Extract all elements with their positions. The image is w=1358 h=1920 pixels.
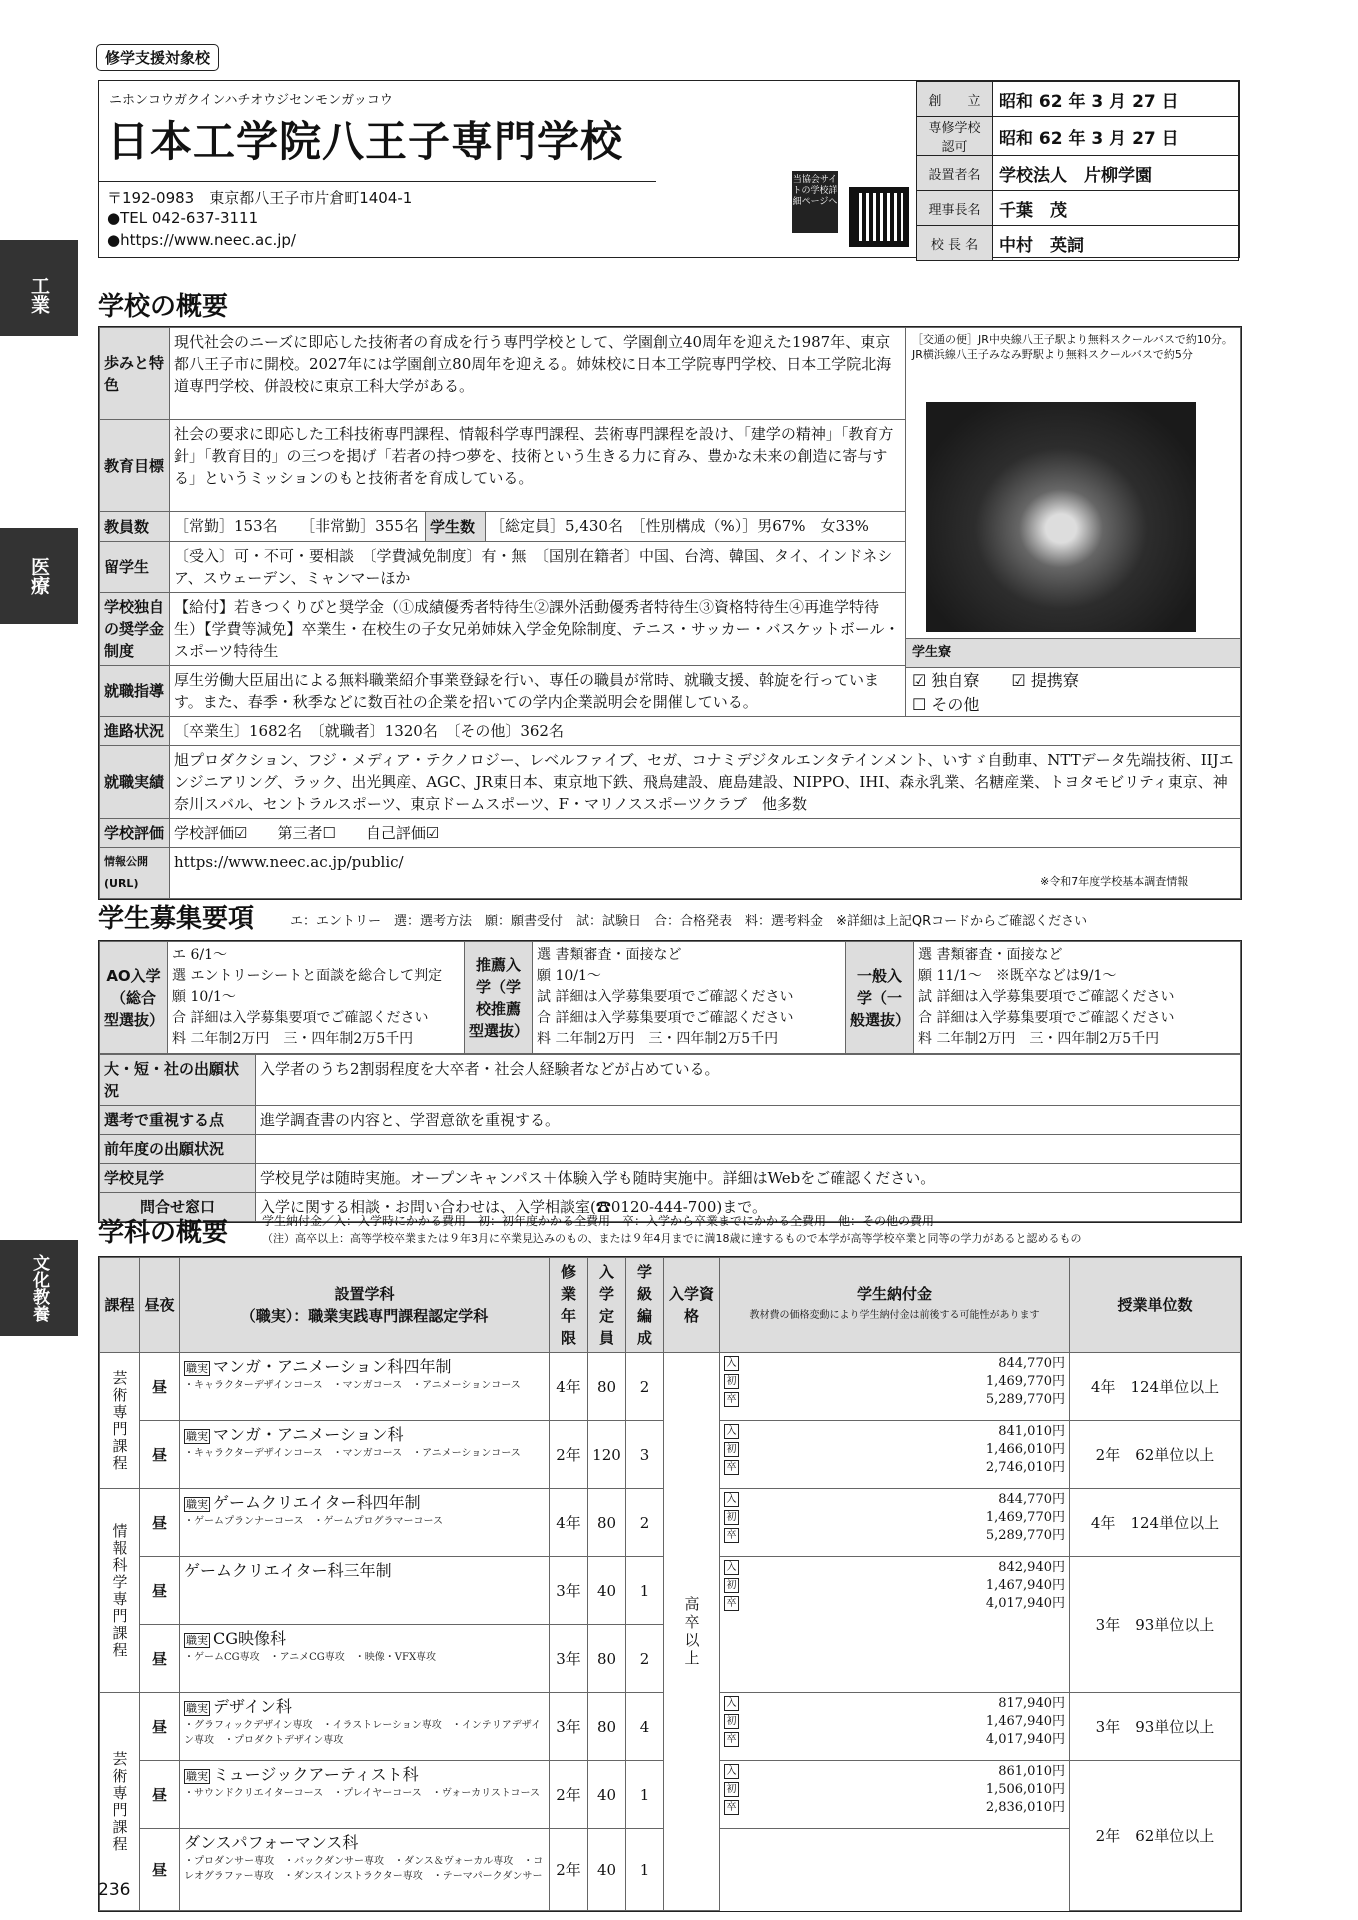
shokujitsu-tag: 職実 <box>186 1430 208 1443</box>
dept-courses: ・グラフィックデザイン専攻 ・イラストレーション専攻 ・インテリアデザイン専攻 ・プロダクトデザイン専攻 <box>184 1720 542 1746</box>
depts-legend: 学生納付金／入：入学時にかかる費用 初：初年度かかる全費用 卒：入学から卒業までにかかる全費用 他：その他の費用 <box>262 1214 935 1228</box>
row-label: 選考で重視する点 <box>100 1106 256 1135</box>
row-label: 問合せ窓口 <box>100 1193 256 1222</box>
dept-cls: 4 <box>626 1693 664 1761</box>
general-line: 試 詳細は入学募集要項でご確認ください <box>918 989 1175 1005</box>
fee-value: 861,010円 <box>998 1764 1065 1779</box>
ao-details <box>168 942 465 1054</box>
info-value: 千葉 茂 <box>993 191 1239 226</box>
scholarship-text: 【給付】若きつくりびと奨学金（①成績優秀者特待生②課外活動優秀者特待生③資格特待生④再進学特待生）【学費等減免】卒業生・在校生の子女兄弟姉妹入学金免除制度、テニス・サッカー・バスケットボール・スポーツ特待生 <box>170 592 906 665</box>
dept-time: 昼 <box>140 1761 180 1829</box>
fee-key: 入 <box>724 1764 739 1779</box>
dept-cls: 2 <box>626 1353 664 1421</box>
label-intl: 留学生 <box>100 541 170 592</box>
dept-fees <box>720 1693 1070 1761</box>
school-url[interactable]: ●https://www.neec.ac.jp/ <box>107 231 296 249</box>
fee-value: 1,467,940円 <box>985 1578 1065 1593</box>
fee-key: 初 <box>724 1510 739 1525</box>
label-staff: 教員数 <box>100 512 170 541</box>
fee-key: 入 <box>724 1492 739 1507</box>
side-tab-bunka[interactable]: 文化教養 <box>0 1240 78 1336</box>
course-group: 芸術専門課程 <box>100 1353 140 1489</box>
dept-credits: 4年 124単位以上 <box>1070 1489 1241 1557</box>
fee-key: 初 <box>724 1578 739 1593</box>
dept-courses: ・プロダンサー専攻 ・バックダンサー専攻 ・ダンス＆ヴォーカル専攻 ・コレオグラファー専攻 ・ダンスインストラクター専攻 ・テーマパークダンサー <box>184 1856 544 1882</box>
label-disclosure: 情報公開(URL) <box>100 848 170 899</box>
fee-value: 1,506,010円 <box>985 1782 1065 1797</box>
dept-cls: 1 <box>626 1829 664 1911</box>
dept-credits: 4年 124単位以上 <box>1070 1353 1241 1421</box>
dept-years: 3年 <box>550 1625 588 1693</box>
photo-cell <box>906 328 1241 717</box>
dept-cap: 80 <box>588 1693 626 1761</box>
info-label: 専修学校認可 <box>917 117 993 156</box>
fee-value: 844,770円 <box>998 1492 1065 1507</box>
fee-value: 1,466,010円 <box>985 1442 1065 1457</box>
dept-cap: 80 <box>588 1625 626 1693</box>
dept-courses: ・ゲームプランナーコース ・ゲームプログラマーコース <box>184 1516 443 1527</box>
fee-key: 卒 <box>724 1800 739 1815</box>
row-label: 学校見学 <box>100 1164 256 1193</box>
school-info-table <box>916 81 1239 261</box>
info-label: 設置者名 <box>917 156 993 191</box>
ao-label: AO入学（総合型選抜） <box>100 942 168 1054</box>
dept-courses: ・キャラクターデザインコース ・マンガコース ・アニメーションコース <box>184 1380 521 1391</box>
general-line: 選 書類審査・面接など <box>918 947 1063 963</box>
shokujitsu-tag: 職実 <box>186 1702 208 1715</box>
dept-time: 昼 <box>140 1829 180 1911</box>
label-scholarship: 学校独自の奨学金制度 <box>100 592 170 665</box>
school-tel: ●TEL 042-637-3111 <box>107 209 259 227</box>
shokujitsu-tag: 職実 <box>186 1770 208 1783</box>
depts-title: 学科の概要 <box>98 1218 229 1248</box>
fee-key: 卒 <box>724 1392 739 1407</box>
dept-name: デザイン科 <box>213 1697 292 1716</box>
info-value: 昭和 62 年 3 月 27 日 <box>993 117 1239 156</box>
fee-value: 2,836,010円 <box>985 1800 1065 1815</box>
qualification: 高卒以上 <box>664 1353 720 1911</box>
ao-line: 選 エントリーシートと面談を総合して判定 <box>172 968 443 984</box>
dept-fees <box>720 1489 1070 1557</box>
th-qualification: 入学資格 <box>664 1258 720 1353</box>
general-line: 料 二年制2万円 三・四年制2万5千円 <box>918 1031 1160 1047</box>
course-group: 情報科学専門課程 <box>100 1489 140 1693</box>
info-label: 創 立 <box>917 82 993 117</box>
dept-credits: 2年 62単位以上 <box>1070 1421 1241 1489</box>
dept-name: CG映像科 <box>213 1629 287 1648</box>
dept-fees <box>720 1421 1070 1489</box>
dept-name-cell <box>180 1829 550 1911</box>
suisen-details <box>533 942 846 1054</box>
dept-name-cell <box>180 1693 550 1761</box>
dept-time: 昼 <box>140 1489 180 1557</box>
info-label: 理事長名 <box>917 191 993 226</box>
recruit-title: 学生募集要項 <box>98 904 255 934</box>
label-students: 学生数 <box>426 512 486 541</box>
fee-key: 初 <box>724 1782 739 1797</box>
dept-credits: 2年 62単位以上 <box>1070 1761 1241 1911</box>
overview-title: 学校の概要 <box>98 292 229 322</box>
label-eval: 学校評価 <box>100 819 170 848</box>
suisen-line: 願 10/1〜 <box>537 968 601 984</box>
dept-cls: 1 <box>626 1557 664 1625</box>
side-tab-iryo[interactable]: 医療 <box>0 528 78 624</box>
dept-cap: 80 <box>588 1489 626 1557</box>
fee-value: 2,746,010円 <box>985 1460 1065 1475</box>
depts-note: （注）高卒以上：高等学校卒業または９年3月に卒業見込みのもの、または９年4月までに満18歳に達するもので本学が高等学校卒業と同等の学力があると認めるもの <box>262 1232 1082 1245</box>
fee-value: 5,289,770円 <box>985 1528 1065 1543</box>
fee-key: 初 <box>724 1374 739 1389</box>
th-fees-note: 教材費の価格変動により学生納付金は前後する可能性があります <box>749 1310 1040 1321</box>
info-value: 中村 英詞 <box>993 226 1239 261</box>
label-history: 歩みと特色 <box>100 328 170 420</box>
access-text: ［交通の便］JR中央線八王子駅より無料スクールバスで約10分。JR横浜線八王子みなみ野駅より無料スクールバスで約5分 <box>912 333 1233 361</box>
depts-box <box>98 1256 1242 1912</box>
dept-fees <box>720 1761 1070 1829</box>
suisen-line: 試 詳細は入学募集要項でご確認ください <box>537 989 794 1005</box>
info-label: 校 長 名 <box>917 226 993 261</box>
dept-name: マンガ・アニメーション科 <box>213 1425 404 1444</box>
suisen-label: 推薦入学（学校推薦型選抜） <box>465 942 533 1054</box>
dorm-label: 学生寮 <box>906 638 1240 668</box>
suisen-line: 合 詳細は入学募集要項でご確認ください <box>537 1010 794 1026</box>
fee-key: 入 <box>724 1696 739 1711</box>
th-capacity: 入学定員 <box>588 1258 626 1353</box>
dept-name-cell <box>180 1489 550 1557</box>
th-credits: 授業単位数 <box>1070 1258 1241 1353</box>
support-badge: 修学支援対象校 <box>96 44 219 71</box>
dept-time: 昼 <box>140 1693 180 1761</box>
dept-cls: 2 <box>626 1489 664 1557</box>
source-note: ※令和7年度学校基本調査情報 <box>1040 875 1189 888</box>
fee-key: 卒 <box>724 1596 739 1611</box>
fee-key: 初 <box>724 1714 739 1729</box>
dept-years: 4年 <box>550 1489 588 1557</box>
dept-courses: ・ゲームCG専攻 ・アニメCG専攻 ・映像・VFX専攻 <box>184 1652 437 1663</box>
disclosure-url[interactable]: https://www.neec.ac.jp/public/ <box>170 848 1241 899</box>
general-label: 一般入学（一般選抜） <box>846 942 914 1054</box>
ao-line: 願 10/1〜 <box>172 989 236 1005</box>
dept-time: 昼 <box>140 1353 180 1421</box>
row-label: 大・短・社の出願状況 <box>100 1055 256 1106</box>
ao-line: 料 二年制2万円 三・四年制2万5千円 <box>172 1031 414 1047</box>
dept-time: 昼 <box>140 1421 180 1489</box>
row-label: 前年度の出願状況 <box>100 1135 256 1164</box>
dept-name: ゲームクリエイター科三年制 <box>184 1561 392 1580</box>
dept-years: 2年 <box>550 1761 588 1829</box>
page-number: 236 <box>98 1880 131 1900</box>
school-name: 日本工学院八王子専門学校 <box>107 117 624 166</box>
label-path: 進路状況 <box>100 717 170 746</box>
label-results: 就職実績 <box>100 746 170 819</box>
dept-name-cell <box>180 1625 550 1693</box>
recruit-box <box>98 940 1242 1223</box>
row-value: 学校見学は随時実施。オープンキャンパス＋体験入学も随時実施中。詳細はWebをご確認ください。 <box>256 1164 1241 1193</box>
fee-value: 841,010円 <box>998 1424 1065 1439</box>
dept-name-cell <box>180 1557 550 1625</box>
general-details <box>914 942 1241 1054</box>
qr-code[interactable] <box>849 187 909 247</box>
dept-years: 2年 <box>550 1421 588 1489</box>
dept-credits: 3年 93単位以上 <box>1070 1693 1241 1761</box>
school-header <box>98 80 1240 258</box>
dept-cls: 3 <box>626 1421 664 1489</box>
th-name-sub: （職実）：職業実践専門課程認定学科 <box>240 1307 489 1325</box>
recruit-legend: エ：エントリー 選：選考方法 願：願書受付 試：試験日 合：合格発表 料：選考料金 ※詳細は上記QRコードからご確認ください <box>290 914 1088 929</box>
fee-value: 1,467,940円 <box>985 1714 1065 1729</box>
fee-key: 卒 <box>724 1460 739 1475</box>
dept-years: 4年 <box>550 1353 588 1421</box>
overview-box <box>98 326 1242 900</box>
dept-fees <box>720 1353 1070 1421</box>
dept-credits: 3年 93単位以上 <box>1070 1557 1241 1693</box>
dept-time: 昼 <box>140 1625 180 1693</box>
dept-name: マンガ・アニメーション科四年制 <box>213 1357 452 1376</box>
dorm-other: ☐ その他 <box>912 695 980 714</box>
th-name-main: 設置学科 <box>334 1285 395 1303</box>
info-value: 昭和 62 年 3 月 27 日 <box>993 82 1239 117</box>
dept-name-cell <box>180 1353 550 1421</box>
fee-value: 1,469,770円 <box>985 1510 1065 1525</box>
ao-line: 合 詳細は入学募集要項でご確認ください <box>172 1010 429 1026</box>
results-text: 旭プロダクション、フジ・メディア・テクノロジー、レベルファイブ、セガ、コナミデジタルエンタテインメント、いすゞ自動車、NTTデータ先端技術、IIJエンジニアリング、ラック、出光興産、AGC、JR東日本、東京地下鉄、飛鳥建設、鹿島建設、NIPPO、IHI、森永乳業、名糖産業、トヨタモビリティ東京、神奈川スバル、セントラルスポーツ、東京ドームスポーツ、F・マリノススポーツクラブ 他多数 <box>170 746 1241 819</box>
qr-label: 当協会サイトの学校詳細ページへ <box>792 171 838 233</box>
th-years: 修業年限 <box>550 1258 588 1353</box>
suisen-line: 選 書類審査・面接など <box>537 947 682 963</box>
info-value: 学校法人 片柳学園 <box>993 156 1239 191</box>
dept-cap: 80 <box>588 1353 626 1421</box>
fee-value: 844,770円 <box>998 1356 1065 1371</box>
side-tab-kogyo[interactable]: 工業 <box>0 240 78 336</box>
job-text: 厚生労働大臣届出による無料職業紹介事業登録を行い、専任の職員が常時、就職支援、斡旋を行っています。また、春季・秋季などに数百社の企業を招いての学内企業説明会を開催している。 <box>170 665 906 716</box>
course-group: 芸術専門課程 <box>100 1693 140 1911</box>
school-kana: ニホンコウガクインハチオウジセンモンガッコウ <box>109 93 393 108</box>
th-name <box>180 1258 550 1353</box>
dept-courses: ・キャラクターデザインコース ・マンガコース ・アニメーションコース <box>184 1448 521 1459</box>
shokujitsu-tag: 職実 <box>186 1362 208 1375</box>
dept-cls: 1 <box>626 1761 664 1829</box>
row-value: 入学者のうち2割弱程度を大卒者・社会人経験者などが占めている。 <box>256 1055 1241 1106</box>
fee-key: 入 <box>724 1424 739 1439</box>
suisen-line: 料 二年制2万円 三・四年制2万5千円 <box>537 1031 779 1047</box>
ao-line: エ 6/1〜 <box>172 947 227 963</box>
fee-key: 卒 <box>724 1528 739 1543</box>
dept-cap: 40 <box>588 1557 626 1625</box>
fee-value: 817,940円 <box>998 1696 1065 1711</box>
dept-courses: ・サウンドクリエイターコース ・プレイヤーコース ・ヴォーカリストコース <box>184 1788 540 1799</box>
dept-name: ダンスパフォーマンス科 <box>184 1833 359 1852</box>
dept-fees <box>720 1557 1070 1693</box>
th-classes: 学級編成 <box>626 1258 664 1353</box>
dept-years: 2年 <box>550 1829 588 1911</box>
fee-value: 842,940円 <box>998 1560 1065 1575</box>
general-line: 合 詳細は入学募集要項でご確認ください <box>918 1010 1175 1026</box>
dept-name: ミュージックアーティスト科 <box>213 1765 419 1784</box>
dept-row <box>100 1353 1241 1421</box>
general-line: 願 11/1〜 ※既卒などは9/1〜 <box>918 968 1117 984</box>
dept-time: 昼 <box>140 1557 180 1625</box>
fee-value: 4,017,940円 <box>985 1596 1065 1611</box>
row-value: 入学に関する相談・お問い合わせは、入学相談室(☎0120-444-700)まで。 <box>256 1193 1241 1222</box>
students-text: ［総定員］5,430名 ［性別構成（%）］男67% 女33% <box>486 512 906 541</box>
dept-name: ゲームクリエイター科四年制 <box>213 1493 421 1512</box>
fee-value: 1,469,770円 <box>985 1374 1065 1389</box>
th-course: 課程 <box>100 1258 140 1353</box>
fee-key: 入 <box>724 1356 739 1371</box>
th-fees <box>720 1258 1070 1353</box>
th-fees-main: 学生納付金 <box>856 1285 932 1303</box>
intl-text: 〔受入〕可・不可・要相談 〔学費減免制度〕有・無 〔国別在籍者〕中国、台湾、韓国、タイ、インドネシア、スウェーデン、ミャンマーほか <box>170 541 906 592</box>
row-value <box>256 1135 1241 1164</box>
dorm-options: ☑ 独自寮 ☑ 提携寮 <box>912 671 1079 690</box>
fee-key: 卒 <box>724 1732 739 1747</box>
path-text: 〔卒業生〕1682名 〔就職者〕1320名 〔その他〕362名 <box>170 717 1241 746</box>
label-goal: 教育目標 <box>100 420 170 512</box>
dept-years: 3年 <box>550 1557 588 1625</box>
row-value: 進学調査書の内容と、学習意欲を重視する。 <box>256 1106 1241 1135</box>
campus-photo <box>926 402 1196 632</box>
th-time: 昼夜 <box>140 1258 180 1353</box>
goal-text: 社会の要求に即応した工科技術専門課程、情報科学専門課程、芸術専門課程を設け、「建学の精神」「教育方針」「教育目的」の三つを掲げ「若者の持つ夢を、技術という生きる力に育み、豊かな未来の創造に寄与する」というミッションのもと技術者を育成している。 <box>170 420 906 512</box>
shokujitsu-tag: 職実 <box>186 1634 208 1647</box>
label-job: 就職指導 <box>100 665 170 716</box>
school-address: 〒192-0983 東京都八王子市片倉町1404-1 <box>107 189 413 207</box>
fee-value: 5,289,770円 <box>985 1392 1065 1407</box>
dept-cap: 120 <box>588 1421 626 1489</box>
staff-text: ［常勤］153名 ［非常勤］355名 <box>170 512 426 541</box>
dept-name-cell <box>180 1421 550 1489</box>
dept-cap: 40 <box>588 1761 626 1829</box>
eval-text: 学校評価☑ 第三者☐ 自己評価☑ <box>170 819 1241 848</box>
dept-years: 3年 <box>550 1693 588 1761</box>
history-text: 現代社会のニーズに即応した技術者の育成を行う専門学校として、学園創立40周年を迎えた1987年、東京都八王子市に開校。2027年には学園創立80周年を迎える。姉妹校に日本工学院専門学校、日本工学院北海道専門学校、併設校に東京工科大学がある。 <box>170 328 906 420</box>
fee-key: 初 <box>724 1442 739 1457</box>
dept-name-cell <box>180 1761 550 1829</box>
dept-cap: 40 <box>588 1829 626 1911</box>
fee-key: 入 <box>724 1560 739 1575</box>
fee-value: 4,017,940円 <box>985 1732 1065 1747</box>
shokujitsu-tag: 職実 <box>186 1498 208 1511</box>
dept-cls: 2 <box>626 1625 664 1693</box>
